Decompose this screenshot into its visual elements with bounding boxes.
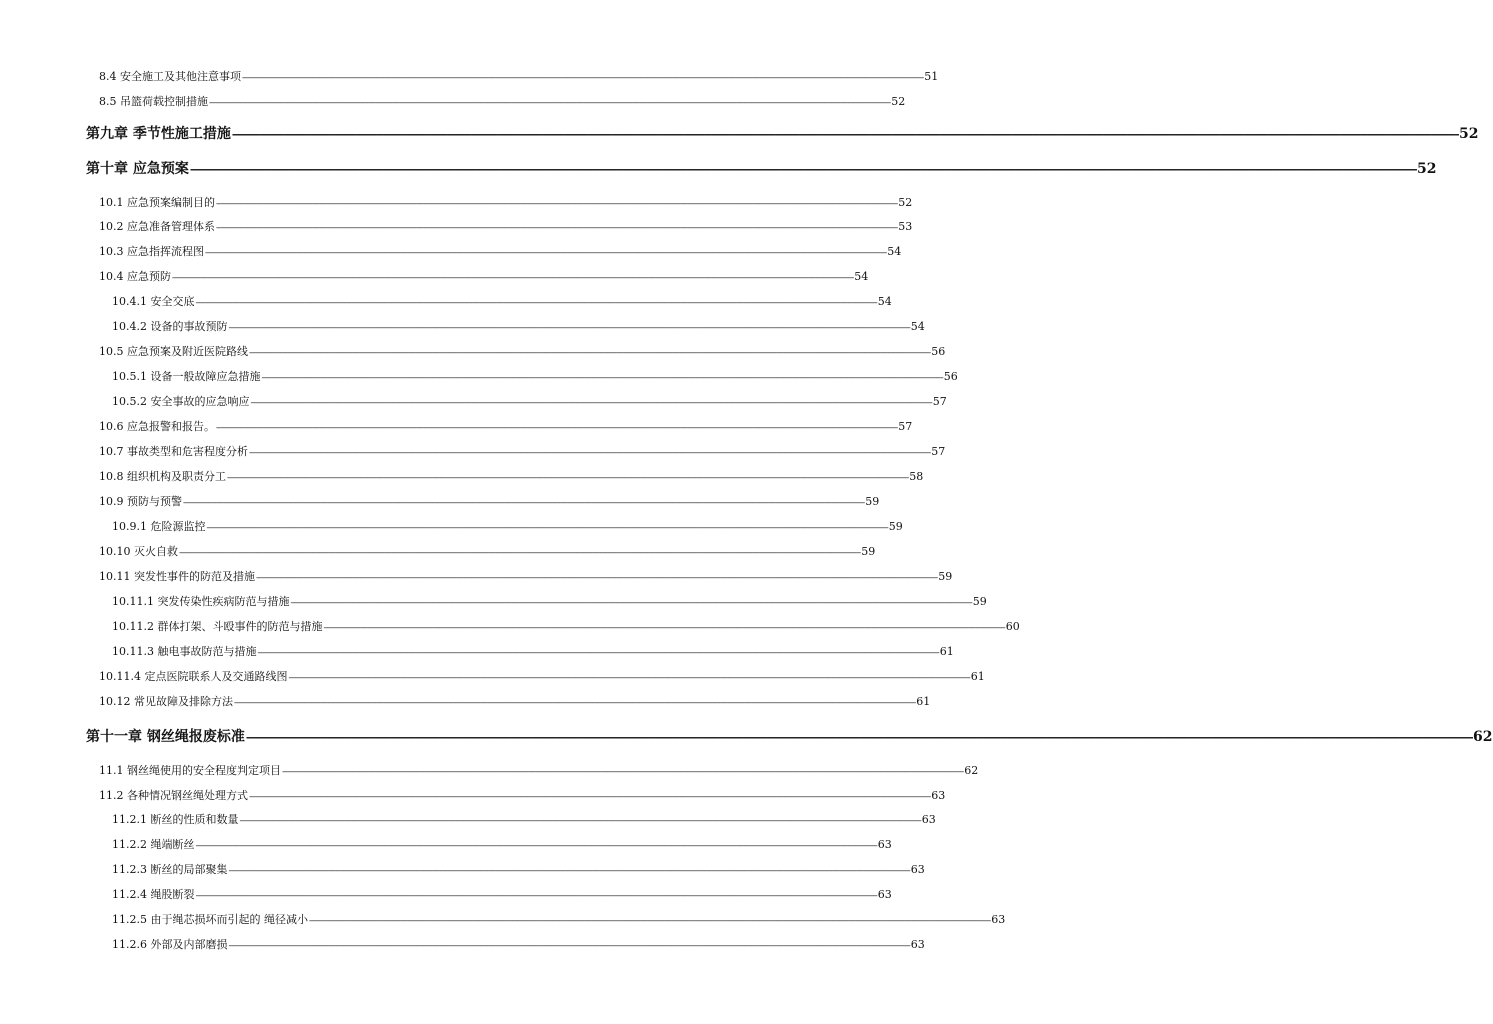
toc-entry-title: 10.5.1 设备一般故障应急措施 (112, 370, 261, 383)
toc-entry-page-number: 52 (1417, 161, 1437, 177)
toc-entry-page-number: 62 (964, 764, 979, 777)
toc-entry-page-number: 63 (910, 863, 925, 876)
toc-chapter-entry[interactable] (86, 160, 1437, 178)
toc-section-entry[interactable] (99, 670, 985, 684)
toc-entry-title: 10.4 应急预防 (99, 270, 171, 283)
toc-entry-title: 第十章 应急预案 (86, 161, 189, 177)
toc-leader-dots: ---------------------------------------------------------------------------------------------------------------------------------------------------------------------------------------------------------------------------------------------------------------------------------------------------------------------------------------------------------------------------------------------------------------- (179, 548, 861, 557)
toc-leader-dots: ---------------------------------------------------------------------------------------------------------------------------------------------------------------------------------------------------------------------------------------------------------------------------------------------------------------------------------------------------------------------------------------------------------------- (323, 623, 1005, 632)
toc-section-entry[interactable] (112, 838, 892, 852)
toc-entry-title: 11.1 钢丝绳使用的安全程度判定项目 (99, 764, 281, 777)
toc-leader-dots: ---------------------------------------------------------------------------------------------------------------------------------------------------------------------------------------------------------------------------------------------------------------------------------------------------------------------------------------------------------------------------------------------------------------- (249, 348, 931, 357)
toc-leader-dots: ---------------------------------------------------------------------------------------------------------------------------------------------------------------------------------------------------------------------------------------------------------------------------------------------------------------------------------------------------------------------------------------------------------------- (249, 792, 931, 801)
toc-entry-title: 10.11.4 定点医院联系人及交通路线图 (99, 670, 288, 683)
toc-leader-dots: ---------------------------------------------------------------------------------------------------------------------------------------------------------------------------------------------------------------------------------------------------------------------------------------------------------------------------------------------------------------------------------------------------------------- (205, 248, 887, 257)
toc-leader-dots: ---------------------------------------------------------------------------------------------------------------------------------------------------------------------------------------------------------------------------------------------------------------------------------------------------------------------------------------------------------------------------------------------------------------- (239, 816, 921, 825)
toc-entry-title: 10.7 事故类型和危害程度分析 (99, 445, 248, 458)
toc-entry-page-number: 52 (1459, 126, 1479, 142)
toc-leader-dots: ---------------------------------------------------------------------------------------------------------------------------------------------------------------------------------------------------------------------------------------------------------------------------------------------------------------------------------------------------------------------------------------------------------------- (216, 223, 898, 232)
toc-section-entry[interactable] (99, 220, 913, 234)
toc-leader-dots: ---------------------------------------------------------------------------------------------------------------------------------------------------------------------------------------------------------------------------------------------------------------------------------------------------------------------------------------------------------------------------------------------------------------- (234, 698, 916, 707)
toc-entry-title: 第十一章 钢丝绳报废标准 (86, 729, 245, 745)
toc-entry-title: 10.11.1 突发传染性疾病防范与措施 (112, 595, 290, 608)
toc-entry-page-number: 54 (887, 245, 902, 258)
toc-entry-title: 11.2 各种情况钢丝绳处理方式 (99, 789, 248, 802)
toc-leader-dots: ---------------------------------------------------------------------------------------------------------------------------------------------------------------------------------------------------------------------------------------------------------------------------------------------------------------------------------------------------------------------------------------------------------------- (288, 673, 970, 682)
toc-leader-dots: ---------------------------------------------------------------------------------------------------------------------------------------------------------------------------------------------------------------------------------------------------------------------------------------------------------------------------------------------------------------------------------------------------------------- (228, 323, 910, 332)
toc-entry-page-number: 54 (877, 295, 892, 308)
toc-entry-page-number: 53 (898, 220, 913, 233)
toc-section-entry[interactable] (99, 196, 913, 210)
toc-entry-page-number: 62 (1473, 729, 1493, 745)
toc-entry-title: 10.8 组织机构及职责分工 (99, 470, 226, 483)
toc-entry-page-number: 56 (943, 370, 958, 383)
toc-section-entry[interactable] (99, 764, 979, 778)
toc-entry-title: 8.5 吊篮荷载控制措施 (99, 95, 208, 108)
toc-leader-dots: ---------------------------------------------------------------------------------------------------------------------------------------------------------------------------------------------------------------------------------------------------------------------------------------------------------------------------------------------------------------------------------------------------------------- (249, 448, 931, 457)
toc-leader-dots: ---------------------------------------------------------------------------------------------------------------------------------------------------------------------------------------------------------------------------------------------------------------------------------------------------------------------------------------------------------------------------------------------------------------- (242, 73, 924, 82)
toc-entry-page-number: 59 (865, 495, 880, 508)
toc-leader-dots: ---------------------------------------------------------------------------------------------------------------------------------------------------------------------------------------------------------------------------------------------------------------------------------------------------------------------------------------------------------------------------------------------------------------- (231, 128, 1459, 141)
toc-section-entry[interactable] (99, 695, 931, 709)
toc-entry-title: 8.4 安全施工及其他注意事项 (99, 70, 241, 83)
toc-entry-title: 10.6 应急报警和报告。 (99, 420, 215, 433)
toc-entry-page-number: 61 (970, 670, 985, 683)
toc-entry-page-number: 57 (932, 395, 947, 408)
toc-section-entry[interactable] (112, 938, 925, 952)
toc-entry-page-number: 59 (888, 520, 903, 533)
toc-leader-dots: ---------------------------------------------------------------------------------------------------------------------------------------------------------------------------------------------------------------------------------------------------------------------------------------------------------------------------------------------------------------------------------------------------------------- (183, 498, 865, 507)
toc-section-entry[interactable] (99, 470, 924, 484)
toc-entry-page-number: 52 (898, 196, 913, 209)
toc-entry-title: 10.10 灭火自救 (99, 545, 178, 558)
toc-entry-title: 10.11.3 触电事故防范与措施 (112, 645, 257, 658)
toc-entry-title: 11.2.6 外部及内部磨损 (112, 938, 228, 951)
toc-section-entry[interactable] (112, 645, 954, 659)
toc-entry-title: 11.2.3 断丝的局部聚集 (112, 863, 228, 876)
toc-section-entry[interactable] (112, 813, 936, 827)
toc-section-entry[interactable] (112, 295, 892, 309)
toc-section-entry[interactable] (112, 595, 987, 609)
toc-entry-page-number: 54 (910, 320, 925, 333)
toc-section-entry[interactable] (99, 420, 913, 434)
toc-entry-page-number: 61 (939, 645, 954, 658)
toc-entry-page-number: 63 (921, 813, 936, 826)
toc-entry-page-number: 56 (931, 345, 946, 358)
toc-leader-dots: ---------------------------------------------------------------------------------------------------------------------------------------------------------------------------------------------------------------------------------------------------------------------------------------------------------------------------------------------------------------------------------------------------------------- (227, 473, 909, 482)
toc-leader-dots: ---------------------------------------------------------------------------------------------------------------------------------------------------------------------------------------------------------------------------------------------------------------------------------------------------------------------------------------------------------------------------------------------------------------- (228, 866, 910, 875)
toc-leader-dots: ---------------------------------------------------------------------------------------------------------------------------------------------------------------------------------------------------------------------------------------------------------------------------------------------------------------------------------------------------------------------------------------------------------------- (195, 841, 877, 850)
toc-entry-title: 11.2.4 绳股断裂 (112, 888, 195, 901)
toc-section-entry[interactable] (112, 370, 958, 384)
toc-section-entry[interactable] (112, 888, 892, 902)
toc-entry-title: 10.11.2 群体打架、斗殴事件的防范与措施 (112, 620, 323, 633)
toc-leader-dots: ---------------------------------------------------------------------------------------------------------------------------------------------------------------------------------------------------------------------------------------------------------------------------------------------------------------------------------------------------------------------------------------------------------------- (290, 598, 972, 607)
toc-section-entry[interactable] (99, 70, 939, 84)
toc-entry-page-number: 63 (877, 838, 892, 851)
toc-entry-page-number: 59 (972, 595, 987, 608)
toc-entry-title: 10.5.2 安全事故的应急响应 (112, 395, 250, 408)
toc-leader-dots: ---------------------------------------------------------------------------------------------------------------------------------------------------------------------------------------------------------------------------------------------------------------------------------------------------------------------------------------------------------------------------------------------------------------- (245, 731, 1473, 744)
toc-chapter-entry[interactable] (86, 125, 1479, 143)
toc-entry-title: 11.2.5 由于绳芯损坏而引起的 绳径减小 (112, 913, 308, 926)
toc-leader-dots: ---------------------------------------------------------------------------------------------------------------------------------------------------------------------------------------------------------------------------------------------------------------------------------------------------------------------------------------------------------------------------------------------------------------- (228, 941, 910, 950)
toc-leader-dots: ---------------------------------------------------------------------------------------------------------------------------------------------------------------------------------------------------------------------------------------------------------------------------------------------------------------------------------------------------------------------------------------------------------------- (257, 648, 939, 657)
toc-leader-dots: ---------------------------------------------------------------------------------------------------------------------------------------------------------------------------------------------------------------------------------------------------------------------------------------------------------------------------------------------------------------------------------------------------------------- (261, 373, 943, 382)
toc-entry-title: 10.9 预防与预警 (99, 495, 182, 508)
toc-section-entry[interactable] (99, 245, 902, 259)
toc-chapter-entry[interactable] (86, 728, 1493, 746)
toc-entry-page-number: 63 (877, 888, 892, 901)
toc-entry-page-number: 61 (916, 695, 931, 708)
toc-entry-title: 10.12 常见故障及排除方法 (99, 695, 233, 708)
toc-leader-dots: ---------------------------------------------------------------------------------------------------------------------------------------------------------------------------------------------------------------------------------------------------------------------------------------------------------------------------------------------------------------------------------------------------------------- (308, 916, 991, 925)
toc-entry-page-number: 57 (898, 420, 913, 433)
toc-entry-page-number: 63 (931, 789, 946, 802)
toc-entry-page-number: 57 (931, 445, 946, 458)
toc-leader-dots: ---------------------------------------------------------------------------------------------------------------------------------------------------------------------------------------------------------------------------------------------------------------------------------------------------------------------------------------------------------------------------------------------------------------- (216, 423, 898, 432)
toc-entry-title: 10.5 应急预案及附近医院路线 (99, 345, 248, 358)
toc-section-entry[interactable] (99, 545, 876, 559)
toc-entry-page-number: 52 (891, 95, 906, 108)
toc-section-entry[interactable] (99, 270, 869, 284)
toc-leader-dots: ---------------------------------------------------------------------------------------------------------------------------------------------------------------------------------------------------------------------------------------------------------------------------------------------------------------------------------------------------------------------------------------------------------------- (195, 891, 877, 900)
toc-entry-page-number: 63 (910, 938, 925, 951)
toc-leader-dots: ---------------------------------------------------------------------------------------------------------------------------------------------------------------------------------------------------------------------------------------------------------------------------------------------------------------------------------------------------------------------------------------------------------------- (282, 767, 964, 776)
toc-entry-page-number: 54 (854, 270, 869, 283)
toc-entry-page-number: 51 (924, 70, 939, 83)
toc-entry-title: 11.2.2 绳端断丝 (112, 838, 195, 851)
toc-section-entry[interactable] (99, 570, 953, 584)
toc-section-entry[interactable] (99, 345, 946, 359)
toc-entry-page-number: 63 (991, 913, 1006, 926)
toc-entry-title: 10.4.1 安全交底 (112, 295, 195, 308)
toc-section-entry[interactable] (99, 445, 946, 459)
toc-leader-dots: ---------------------------------------------------------------------------------------------------------------------------------------------------------------------------------------------------------------------------------------------------------------------------------------------------------------------------------------------------------------------------------------------------------------- (209, 98, 891, 107)
toc-entry-title: 10.3 应急指挥流程图 (99, 245, 204, 258)
toc-section-entry[interactable] (99, 95, 906, 109)
toc-leader-dots: ---------------------------------------------------------------------------------------------------------------------------------------------------------------------------------------------------------------------------------------------------------------------------------------------------------------------------------------------------------------------------------------------------------------- (172, 273, 854, 282)
toc-section-entry[interactable] (112, 520, 903, 534)
toc-entry-page-number: 60 (1005, 620, 1020, 633)
toc-entry-title: 11.2.1 断丝的性质和数量 (112, 813, 239, 826)
toc-section-entry[interactable] (112, 320, 925, 334)
toc-leader-dots: ---------------------------------------------------------------------------------------------------------------------------------------------------------------------------------------------------------------------------------------------------------------------------------------------------------------------------------------------------------------------------------------------------------------- (250, 398, 932, 407)
toc-section-entry[interactable] (112, 863, 925, 877)
toc-entry-title: 10.9.1 危险源监控 (112, 520, 206, 533)
toc-entry-title: 10.11 突发性事件的防范及措施 (99, 570, 255, 583)
toc-entry-title: 10.2 应急准备管理体系 (99, 220, 215, 233)
toc-section-entry[interactable] (112, 620, 1020, 634)
toc-section-entry[interactable] (99, 495, 880, 509)
toc-section-entry[interactable] (99, 789, 946, 803)
toc-entry-page-number: 59 (938, 570, 953, 583)
toc-leader-dots: ---------------------------------------------------------------------------------------------------------------------------------------------------------------------------------------------------------------------------------------------------------------------------------------------------------------------------------------------------------------------------------------------------------------- (206, 523, 888, 532)
toc-leader-dots: ---------------------------------------------------------------------------------------------------------------------------------------------------------------------------------------------------------------------------------------------------------------------------------------------------------------------------------------------------------------------------------------------------------------- (195, 298, 877, 307)
toc-section-entry[interactable] (112, 913, 1006, 927)
toc-entry-title: 10.1 应急预案编制目的 (99, 196, 215, 209)
toc-leader-dots: ---------------------------------------------------------------------------------------------------------------------------------------------------------------------------------------------------------------------------------------------------------------------------------------------------------------------------------------------------------------------------------------------------------------- (216, 199, 898, 208)
toc-entry-title: 10.4.2 设备的事故预防 (112, 320, 228, 333)
toc-leader-dots: ---------------------------------------------------------------------------------------------------------------------------------------------------------------------------------------------------------------------------------------------------------------------------------------------------------------------------------------------------------------------------------------------------------------- (256, 573, 938, 582)
toc-entry-title: 第九章 季节性施工措施 (86, 126, 231, 142)
toc-section-entry[interactable] (112, 395, 947, 409)
toc-entry-page-number: 58 (909, 470, 924, 483)
toc-entry-page-number: 59 (861, 545, 876, 558)
toc-leader-dots: ---------------------------------------------------------------------------------------------------------------------------------------------------------------------------------------------------------------------------------------------------------------------------------------------------------------------------------------------------------------------------------------------------------------- (189, 163, 1417, 176)
